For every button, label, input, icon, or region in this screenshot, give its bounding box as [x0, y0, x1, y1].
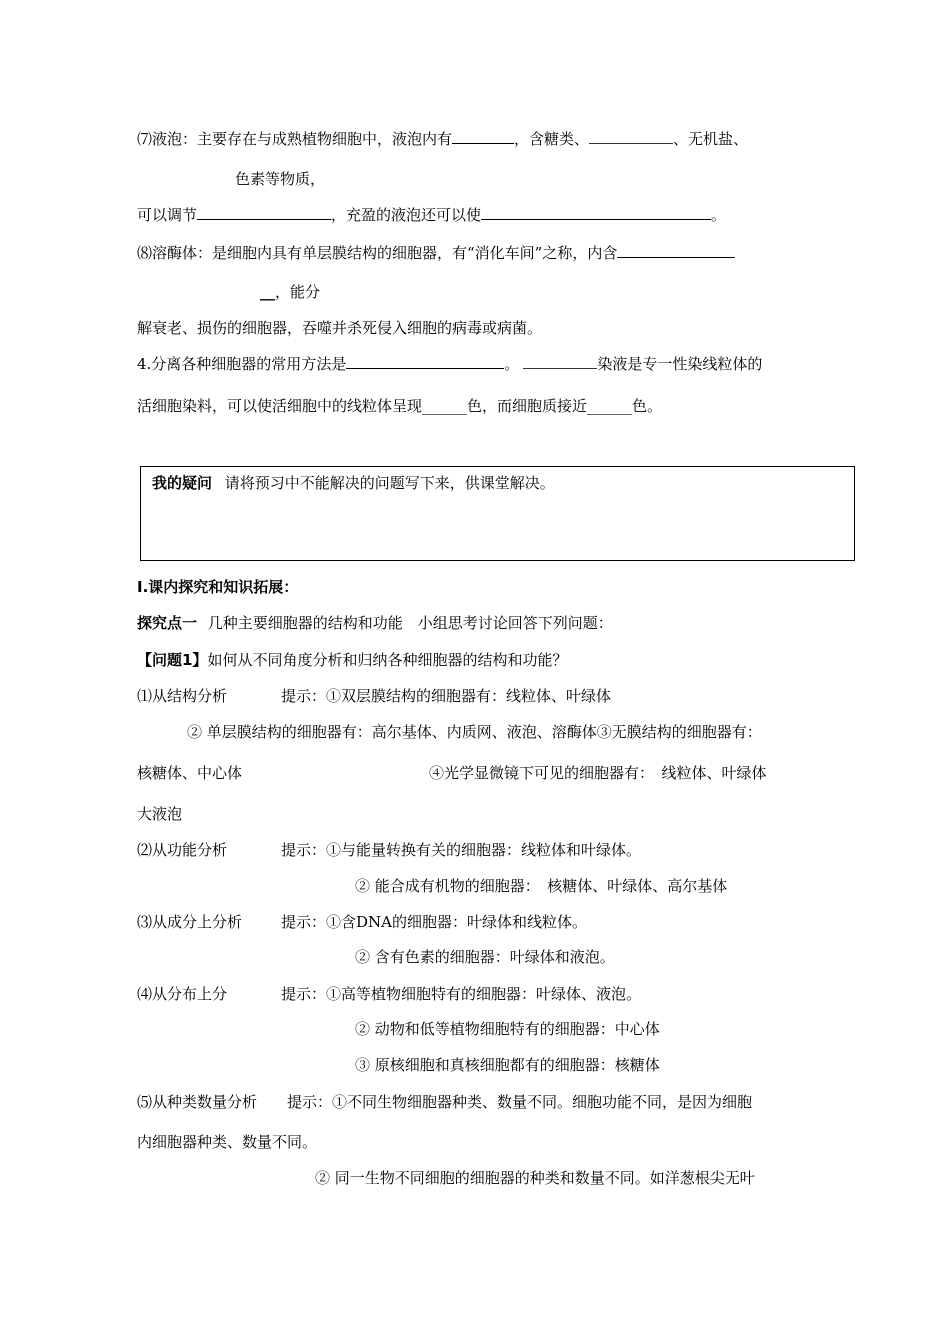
analysis-quantity-line2: 内细胞器种类、数量不同。 — [137, 1133, 318, 1151]
question4-line-2 — [137, 396, 662, 416]
blank-vacuole-substance[interactable] — [589, 128, 673, 144]
analysis-distribution-title: ⑷从分布上分 — [137, 985, 228, 1003]
analysis-quantity-hint: 提示：①不同生物细胞器种类、数量不同。细胞功能不同，是因为细胞 — [287, 1093, 753, 1111]
analysis-distribution-line2: ② 动物和低等植物细胞特有的细胞器：中心体 — [355, 1020, 660, 1038]
lysosome-line-2 — [260, 282, 320, 302]
vacuole-text-c: 、无机盐、 — [673, 130, 749, 148]
explore-text: 几种主要细胞器的结构和功能 小组思考讨论回答下列问题： — [207, 614, 613, 632]
vacuole-text-3a: 可以调节 — [137, 206, 198, 224]
vacuole-text-3b: ，充盈的液泡还可以使 — [331, 206, 482, 224]
analysis-distribution-hint: 提示：①高等植物细胞特有的细胞器：叶绿体、液泡。 — [281, 985, 642, 1003]
analysis-structure-line3a: 核糖体、中心体 — [137, 764, 243, 782]
blank-vacuole-content[interactable] — [452, 128, 514, 144]
lysosome-line-1 — [137, 242, 735, 263]
question1-text: 如何从不同角度分析和归纳各种细胞器的结构和功能？ — [207, 651, 568, 669]
vacuole-text-a: ⑺液泡：主要存在与成熟植物细胞中，液泡内有 — [137, 130, 453, 148]
q4-text-2a: 活细胞染料，可以使活细胞中的线粒体呈现 — [137, 397, 423, 415]
analysis-structure-title: ⑴从结构分析 — [137, 687, 228, 705]
explore-point-line — [137, 613, 613, 633]
analysis-quantity-title: ⑸从种类数量分析 — [137, 1093, 258, 1111]
blank-separation-method[interactable] — [346, 353, 504, 369]
vacuole-line-3 — [137, 204, 726, 225]
analysis-function-title: ⑵从功能分析 — [137, 841, 228, 859]
q4-text-b: 。 — [504, 355, 520, 373]
lysosome-line-3: 解衰老、损伤的细胞器，吞噬并杀死侵入细胞的病毒或病菌。 — [137, 319, 543, 337]
q4-text-a: 4.分离各种细胞器的常用方法是 — [137, 355, 347, 373]
my-questions-title: 我的疑问 — [152, 474, 213, 492]
analysis-distribution-line3: ③ 原核细胞和真核细胞都有的细胞器：核糖体 — [355, 1056, 660, 1074]
vacuole-line-1 — [137, 128, 748, 149]
blank-stain-name[interactable] — [523, 353, 597, 369]
question1-label: 【问题1】 — [137, 651, 208, 669]
vacuole-line-2: 色素等物质， — [235, 170, 326, 188]
blank-mitochondria-color[interactable]: ______ — [422, 397, 468, 415]
analysis-component-title: ⑶从成分上分析 — [137, 913, 243, 931]
lysosome-text-1: ⑻溶酶体：是细胞内具有单层膜结构的细胞器，有“消化车间”之称，内含 — [137, 244, 618, 262]
explore-label: 探究点一 — [137, 614, 198, 632]
question4-line-1 — [137, 353, 762, 374]
blank-vacuole-effect[interactable] — [481, 204, 711, 220]
question1-line — [137, 650, 567, 670]
section-heading: Ⅰ.课内探究和知识拓展： — [137, 578, 299, 596]
analysis-structure-line3b: ④光学显微镜下可见的细胞器有： 线粒体、叶绿体 — [429, 764, 767, 782]
my-questions-header — [152, 473, 555, 493]
analysis-structure-line2: ② 单层膜结构的细胞器有：高尔基体、内质网、液泡、溶酶体③无膜结构的细胞器有： — [187, 723, 762, 741]
vacuole-text-b: ，含糖类、 — [514, 130, 590, 148]
analysis-function-hint: 提示：①与能量转换有关的细胞器：线粒体和叶绿体。 — [281, 841, 642, 859]
lysosome-text-2: ，能分 — [275, 283, 321, 301]
analysis-structure-hint: 提示：①双层膜结构的细胞器有：线粒体、叶绿体 — [281, 687, 612, 705]
analysis-structure-line4: 大液泡 — [137, 805, 183, 823]
q4-text-2c: 色，而细胞质接近 — [467, 397, 588, 415]
my-questions-box[interactable] — [140, 466, 855, 561]
vacuole-text-3c: 。 — [711, 206, 727, 224]
analysis-quantity-line3: ② 同一生物不同细胞的细胞器的种类和数量不同。如洋葱根尖无叶 — [315, 1169, 755, 1187]
my-questions-prompt: 请将预习中不能解决的问题写下来，供课堂解决。 — [224, 474, 555, 492]
blank-lysosome-enzyme[interactable] — [617, 242, 735, 258]
q4-text-c: 染液是专一性染线粒体的 — [597, 355, 763, 373]
blank-cytoplasm-color[interactable]: ______ — [587, 397, 633, 415]
analysis-function-line2: ② 能合成有机物的细胞器： 核糖体、叶绿体、高尔基体 — [355, 877, 728, 895]
lysosome-blank-tail: __ — [260, 283, 275, 301]
blank-vacuole-regulate[interactable] — [197, 204, 331, 220]
q4-text-2e: 色。 — [632, 397, 663, 415]
analysis-component-hint: 提示：①含DNA的细胞器：叶绿体和线粒体。 — [281, 913, 587, 931]
analysis-component-line2: ② 含有色素的细胞器：叶绿体和液泡。 — [355, 948, 615, 966]
